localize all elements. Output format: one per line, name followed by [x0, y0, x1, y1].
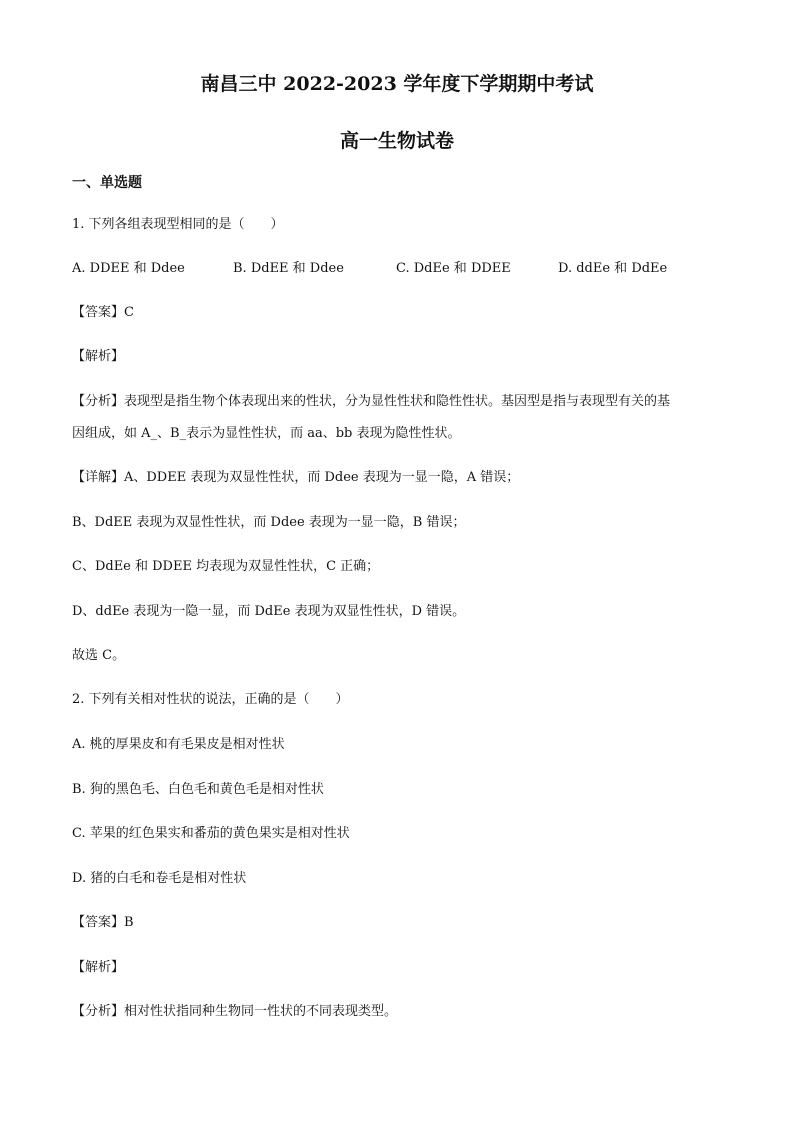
question-1-analysis-line-1: 【分析】表现型是指生物个体表现出来的性状，分为显性性状和隐性性状。基因型是指与表现型有关的基	[72, 394, 671, 409]
question-2-option-b: B. 狗的黑色毛、白色毛和黄色毛是相对性状	[72, 782, 324, 797]
question-2-option-c: C. 苹果的红色果实和番茄的黄色果实是相对性状	[72, 826, 350, 841]
question-1-detail-b: B、DdEE 表现为双显性性状，而 Ddee 表现为一显一隐，B 错误；	[72, 515, 466, 530]
question-1-detail-a: 【详解】A、DDEE 表现为双显性性状，而 Ddee 表现为一显一隐，A 错误；	[72, 470, 520, 485]
exam-subtitle: 高一生物试卷	[339, 130, 454, 152]
question-1-option-a: A. DDEE 和 Ddee	[72, 261, 185, 276]
question-1-answer: 【答案】C	[72, 305, 134, 320]
question-1-detail-d: D、ddEe 表现为一隐一显，而 DdEe 表现为双显性性状，D 错误。	[72, 604, 466, 619]
question-1-detail-c: C、DdEe 和 DDEE 均表现为双显性性状，C 正确；	[72, 559, 380, 574]
question-2-analysis-label: 【解析】	[72, 960, 125, 975]
question-2-option-d: D. 猪的白毛和卷毛是相对性状	[72, 871, 247, 886]
question-1-conclusion: 故选 C。	[72, 648, 126, 663]
question-1-option-d: D. ddEe 和 DdEe	[558, 261, 668, 276]
question-1-analysis-line-2: 因组成，如 A_、B_表示为显性性状，而 aa、bb 表现为隐性性状。	[72, 426, 461, 441]
question-1-stem: 1. 下列各组表现型相同的是（ ）	[72, 217, 284, 232]
question-2-stem: 2. 下列有关相对性状的说法，正确的是（ ）	[72, 692, 349, 707]
exam-title: 南昌三中 2022-2023 学年度下学期期中考试	[200, 73, 594, 95]
section-heading: 一、单选题	[72, 175, 142, 191]
question-2-analysis-line-1: 【分析】相对性状指同种生物同一性状的不同表现类型。	[72, 1004, 398, 1019]
question-2-answer: 【答案】B	[72, 915, 134, 930]
question-1-analysis-label: 【解析】	[72, 349, 125, 364]
question-2-option-a: A. 桃的厚果皮和有毛果皮是相对性状	[72, 737, 285, 752]
question-1-option-b: B. DdEE 和 Ddee	[233, 261, 344, 276]
question-1-option-c: C. DdEe 和 DDEE	[396, 261, 511, 276]
